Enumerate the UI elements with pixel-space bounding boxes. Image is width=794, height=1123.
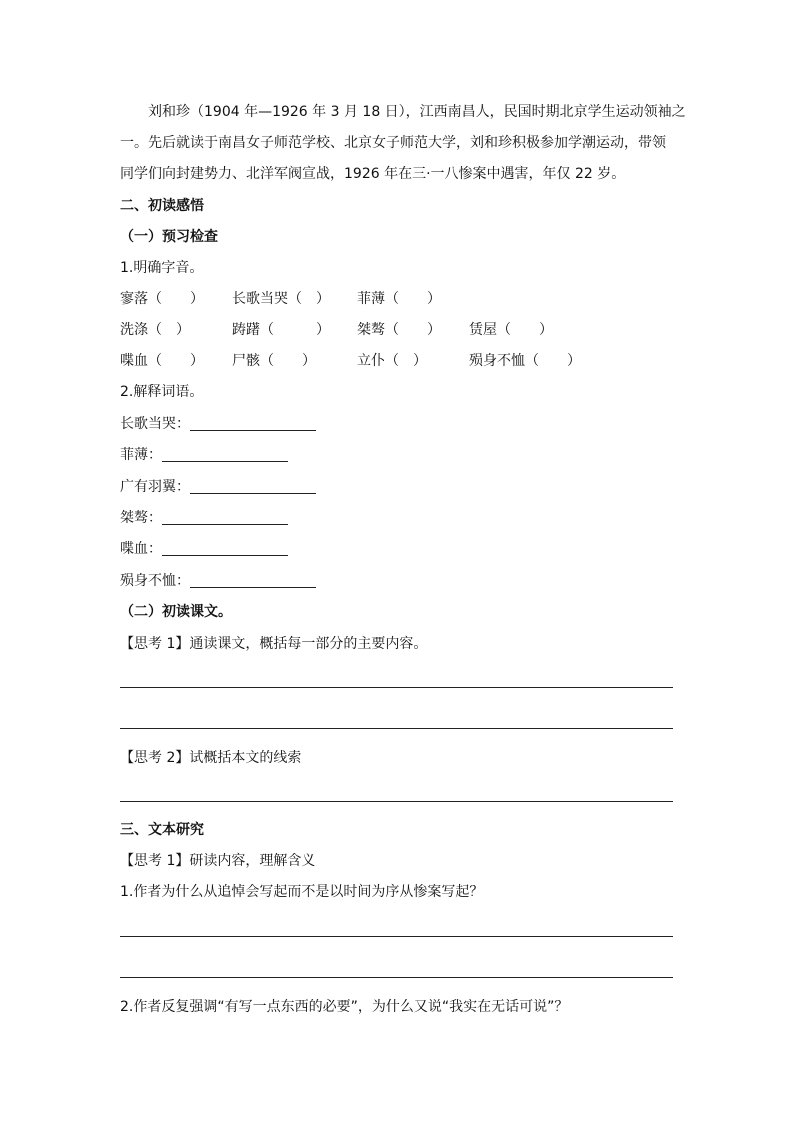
pinyin-item: 踌躇（ ） [232,322,330,338]
pinyin-item: 尸骸（ ） [232,353,316,369]
think-1-prompt: 【思考 1】通读课文，概括每一部分的主要内容。 [120,636,428,652]
term-label: 殒身不恤： [120,573,190,589]
answer-blank[interactable] [162,461,288,462]
question-pronunciation: 1.明确字音。 [120,260,204,276]
think-1-research: 【思考 1】研读内容，理解含义 [120,853,316,869]
section-2-title: 二、初读感悟 [120,198,204,214]
pinyin-item: 洗涤（ ） [120,322,190,338]
term-label: 菲薄： [120,447,162,463]
intro-line-2: 一。先后就读于南昌女子师范学校、北京女子师范大学，刘和珍积极参加学潮运动，带领 [120,135,666,151]
answer-blank[interactable] [162,524,288,525]
pinyin-item: 喋血（ ） [120,353,204,369]
term-label: 桀骜： [120,510,162,526]
subsection-first-reading: （二）初读课文。 [120,604,232,620]
pinyin-item: 赁屋（ ） [469,322,553,338]
think-2-prompt: 【思考 2】试概括本文的线索 [120,750,302,766]
pinyin-item: 殒身不恤（ ） [469,353,581,369]
section-3-title: 三、文本研究 [120,822,204,838]
answer-line[interactable] [120,977,673,978]
answer-line[interactable] [120,936,673,937]
term-label: 长歌当哭： [120,416,190,432]
pinyin-item: 立仆（ ） [357,353,427,369]
answer-blank[interactable] [190,493,316,494]
answer-line[interactable] [120,687,673,688]
research-question-1: 1.作者为什么从追悼会写起而不是以时间为序从惨案写起？ [120,884,484,900]
intro-line-1: 刘和珍（1904 年—1926 年 3 月 18 日），江西南昌人，民国时期北京学生运动领袖之 [148,104,686,120]
pinyin-item: 寥落（ ） [120,291,204,307]
term-label: 广有羽翼： [120,479,190,495]
pinyin-item: 菲薄（ ） [357,291,441,307]
term-label: 喋血： [120,541,162,557]
answer-blank[interactable] [190,430,316,431]
answer-blank[interactable] [162,555,288,556]
answer-blank[interactable] [190,587,316,588]
research-question-2: 2.作者反复强调“有写一点东西的必要”，为什么又说“我实在无话可说”？ [120,999,569,1015]
answer-line[interactable] [120,728,673,729]
intro-line-3: 同学们向封建势力、北洋军阀宣战，1926 年在三·一八惨案中遇害，年仅 22 岁。 [120,166,626,182]
answer-line[interactable] [120,801,673,802]
pinyin-item: 长歌当哭（ ） [232,291,330,307]
subsection-preview-check: （一）预习检查 [120,229,218,245]
pinyin-item: 桀骜（ ） [357,322,441,338]
question-explain-words: 2.解释词语。 [120,384,204,400]
